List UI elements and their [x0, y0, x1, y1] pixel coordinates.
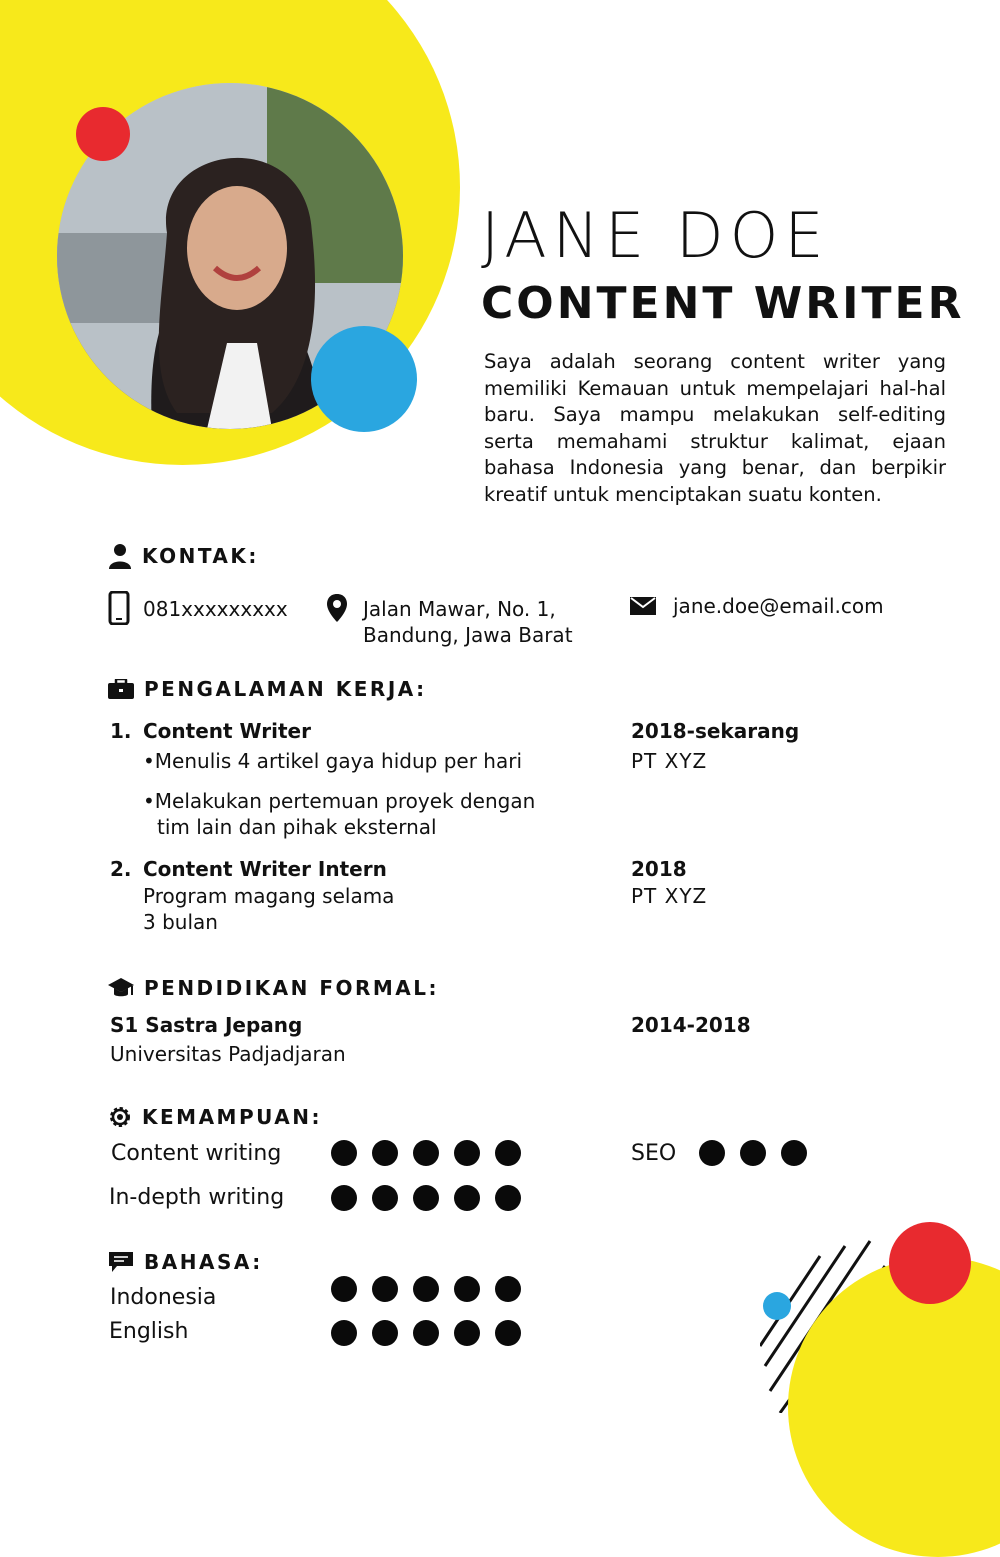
- experience-bullet: •Menulis 4 artikel gaya hidup per hari: [143, 749, 522, 773]
- email-address[interactable]: jane.doe@email.com: [673, 594, 884, 618]
- experience-description: [143, 883, 394, 935]
- rating-dot: [495, 1276, 521, 1302]
- chat-bubble-icon: [108, 1251, 134, 1273]
- language-rating: [331, 1320, 521, 1346]
- language-label: Indonesia: [110, 1285, 217, 1310]
- experience-description-line: Program magang selama: [143, 884, 395, 908]
- rating-dot: [495, 1185, 521, 1211]
- languages-section-title: [108, 1251, 263, 1273]
- phone-icon: [108, 591, 130, 625]
- skill-rating: [331, 1140, 521, 1166]
- skills-title: KEMAMPUAN:: [142, 1105, 322, 1129]
- experience-bullet-text: Melakukan pertemuan proyek dengan: [154, 789, 536, 813]
- candidate-role: CONTENT WRITER: [481, 278, 965, 329]
- user-icon: [108, 543, 132, 569]
- rating-dot: [454, 1140, 480, 1166]
- gear-icon: [108, 1105, 132, 1129]
- education-period: 2014-2018: [631, 1013, 751, 1037]
- phone-number[interactable]: 081xxxxxxxxx: [143, 597, 288, 621]
- rating-dot: [454, 1320, 480, 1346]
- rating-dot: [372, 1140, 398, 1166]
- address-line-1: Jalan Mawar, No. 1,: [363, 597, 556, 621]
- skill-rating: [331, 1185, 521, 1211]
- rating-dot: [413, 1185, 439, 1211]
- experience-company: PT XYZ: [631, 749, 708, 773]
- rating-dot: [331, 1185, 357, 1211]
- briefcase-icon: [108, 679, 134, 699]
- experience-title: PENGALAMAN KERJA:: [144, 677, 427, 701]
- experience-period: 2018: [631, 857, 687, 881]
- experience-position: Content Writer: [143, 719, 311, 743]
- languages-title: BAHASA:: [144, 1250, 263, 1274]
- rating-dot: [331, 1140, 357, 1166]
- rating-dot: [699, 1140, 725, 1166]
- profile-summary: Saya adalah seorang content writer yang memiliki Kemauan untuk mempelajari hal-hal baru. Saya mampu melakukan self-editing serta memahami struktur kalimat, ejaan bahasa Indonesia yang benar, dan berpikir kreatif untuk menciptakan suatu konten.: [484, 350, 946, 506]
- address-line-2: Bandung, Jawa Barat: [363, 623, 573, 647]
- contact-section-title: [108, 543, 259, 569]
- decor-blue-dot: [311, 326, 417, 432]
- location-pin-icon: [326, 593, 348, 623]
- rating-dot: [454, 1276, 480, 1302]
- rating-dot: [331, 1320, 357, 1346]
- mail-icon: [630, 597, 656, 615]
- skill-rating: [699, 1140, 807, 1166]
- rating-dot: [372, 1276, 398, 1302]
- decor-red-dot: [76, 107, 130, 161]
- rating-dot: [372, 1320, 398, 1346]
- experience-period: 2018-sekarang: [631, 719, 800, 743]
- rating-dot: [495, 1320, 521, 1346]
- experience-bullet: •Melakukan pertemuan proyek dengan tim lain dan pihak eksternal: [143, 789, 536, 839]
- rating-dot: [495, 1140, 521, 1166]
- candidate-name: JANE DOE: [481, 199, 830, 272]
- skill-label: Content writing: [111, 1141, 282, 1166]
- rating-dot: [413, 1140, 439, 1166]
- education-title: PENDIDIKAN FORMAL:: [144, 976, 440, 1000]
- contact-title: KONTAK:: [142, 544, 259, 568]
- decor-red-dot-bottom: [889, 1222, 971, 1304]
- rating-dot: [331, 1276, 357, 1302]
- education-degree: S1 Sastra Jepang: [110, 1013, 303, 1037]
- experience-section-title: [108, 679, 427, 699]
- language-label: English: [109, 1319, 189, 1344]
- education-school: Universitas Padjadjaran: [110, 1042, 346, 1066]
- experience-description-line: 3 bulan: [143, 910, 218, 934]
- rating-dot: [372, 1185, 398, 1211]
- address: [363, 596, 573, 648]
- experience-company: PT XYZ: [631, 884, 708, 908]
- skill-label: SEO: [631, 1141, 677, 1166]
- education-section-title: [108, 977, 439, 999]
- experience-bullet-text: tim lain dan pihak eksternal: [157, 815, 437, 839]
- graduation-cap-icon: [108, 977, 134, 999]
- rating-dot: [454, 1185, 480, 1211]
- rating-dot: [413, 1320, 439, 1346]
- experience-number: 1.: [110, 719, 132, 743]
- language-rating: [331, 1276, 521, 1302]
- skill-label: In-depth writing: [109, 1185, 285, 1210]
- experience-position: Content Writer Intern: [143, 857, 387, 881]
- decor-blue-dot-bottom: [763, 1292, 791, 1320]
- rating-dot: [781, 1140, 807, 1166]
- rating-dot: [740, 1140, 766, 1166]
- experience-bullet-text: Menulis 4 artikel gaya hidup per hari: [154, 749, 522, 773]
- rating-dot: [413, 1276, 439, 1302]
- experience-number: 2.: [110, 857, 132, 881]
- skills-section-title: [108, 1105, 322, 1129]
